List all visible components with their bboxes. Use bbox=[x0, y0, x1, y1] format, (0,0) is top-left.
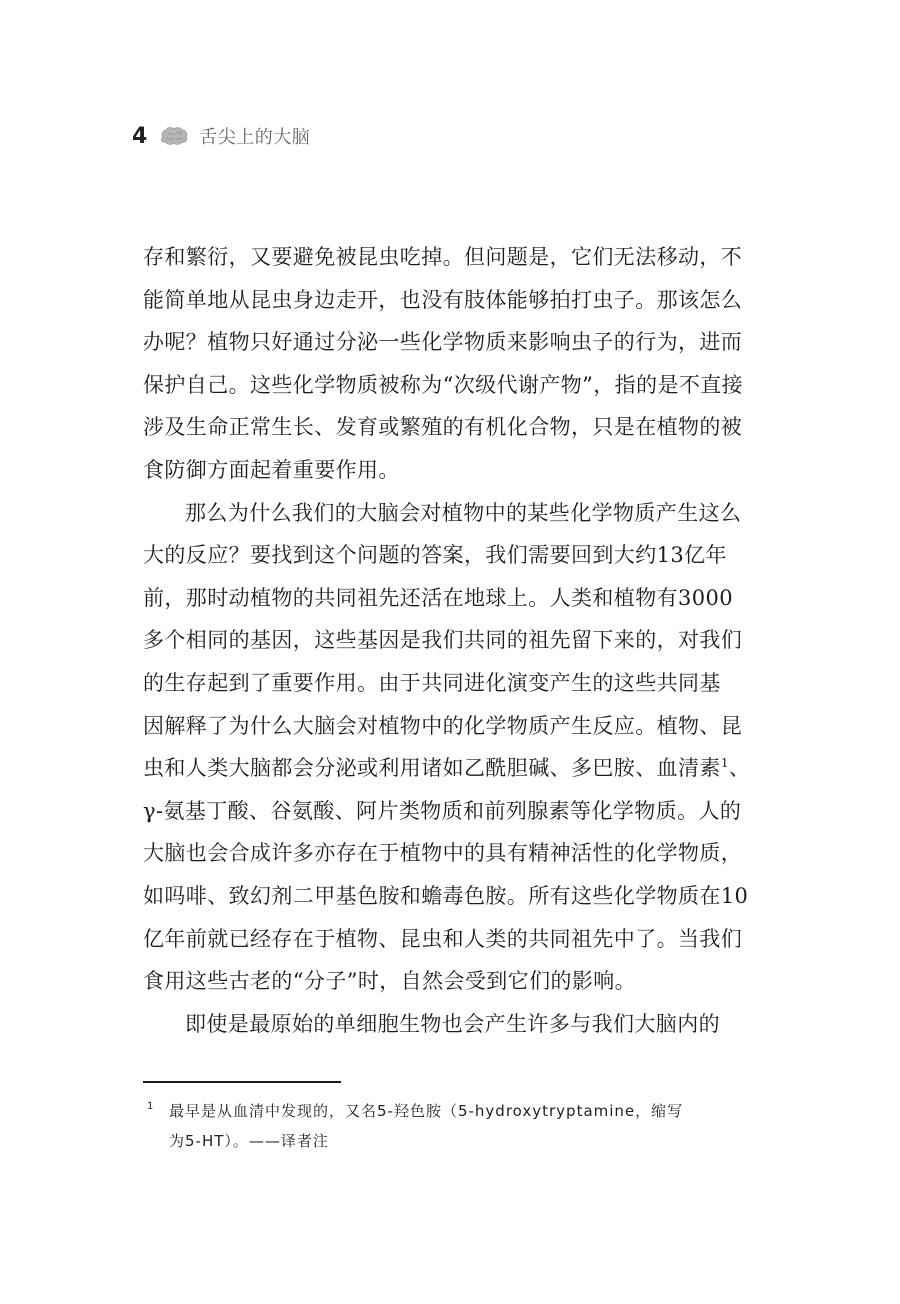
footnote-reference[interactable]: 1 bbox=[720, 756, 729, 771]
text-line: 食用这些古老的“分子”时，自然会受到它们的影响。 bbox=[143, 969, 637, 994]
paragraph-1 bbox=[143, 236, 753, 492]
text-line: 即使是最原始的单细胞生物也会产生许多与我们大脑内的 bbox=[185, 1011, 720, 1036]
text-line: 因解释了为什么大脑会对植物中的化学物质产生反应。植物、昆 bbox=[143, 713, 743, 738]
text-line: 食防御方面起着重要作用。 bbox=[143, 457, 400, 482]
footnote-mark: 1 bbox=[147, 1101, 154, 1112]
text-line bbox=[143, 747, 753, 790]
text-line: γ-氨基丁酸、谷氨酸、阿片类物质和前列腺素等化学物质。人的 bbox=[143, 798, 742, 823]
footnote-line: 最早是从血清中发现的，又名5-羟色胺（5-hydroxytryptamine，缩写 bbox=[169, 1102, 684, 1120]
running-header bbox=[132, 122, 310, 150]
footnote-divider bbox=[143, 1081, 341, 1083]
footnote-line: 为5-HT）。——译者注 bbox=[169, 1132, 329, 1150]
text-line: 那么为什么我们的大脑会对植物中的某些化学物质产生这么 bbox=[185, 500, 742, 525]
text-segment: 虫和人类大脑都会分泌或利用诸如乙酰胆碱、多巴胺、血清素 bbox=[143, 756, 721, 781]
footnote bbox=[143, 1096, 753, 1156]
text-line: 如吗啡、致幻剂二甲基色胺和蟾毒色胺。所有这些化学物质在10 bbox=[143, 883, 749, 908]
text-line: 保护自己。这些化学物质被称为“次级代谢产物”，指的是不直接 bbox=[143, 372, 744, 397]
running-title: 舌尖上的大脑 bbox=[199, 127, 311, 148]
text-line: 的生存起到了重要作用。由于共同进化演变产生的这些共同基 bbox=[143, 670, 721, 695]
text-line: 能简单地从昆虫身边走开，也没有肢体能够拍打虫子。那该怎么 bbox=[143, 287, 743, 312]
paragraph-2 bbox=[143, 492, 753, 1003]
text-line: 存和繁衍，又要避免被昆虫吃掉。但问题是，它们无法移动，不 bbox=[143, 245, 743, 269]
text-line: 大脑也会合成许多亦存在于植物中的具有精神活性的化学物质， bbox=[143, 841, 743, 866]
body-text bbox=[143, 236, 753, 1045]
text-segment: 、 bbox=[728, 756, 751, 781]
text-line: 大的反应？要找到这个问题的答案，我们需要回到大约13亿年 bbox=[143, 543, 727, 568]
text-line: 多个相同的基因，这些基因是我们共同的祖先留下来的，对我们 bbox=[143, 628, 743, 653]
text-line: 前，那时动植物的共同祖先还活在地球上。人类和植物有3000 bbox=[143, 585, 734, 610]
brain-icon bbox=[159, 126, 189, 146]
text-line: 办呢？植物只好通过分泌一些化学物质来影响虫子的行为，进而 bbox=[143, 330, 743, 355]
page-number: 4 bbox=[132, 123, 148, 149]
text-line: 亿年前就已经存在于植物、昆虫和人类的共同祖先中了。当我们 bbox=[143, 926, 743, 951]
text-line: 涉及生命正常生长、发育或繁殖的有机化合物，只是在植物的被 bbox=[143, 415, 743, 440]
paragraph-3 bbox=[143, 1003, 753, 1046]
